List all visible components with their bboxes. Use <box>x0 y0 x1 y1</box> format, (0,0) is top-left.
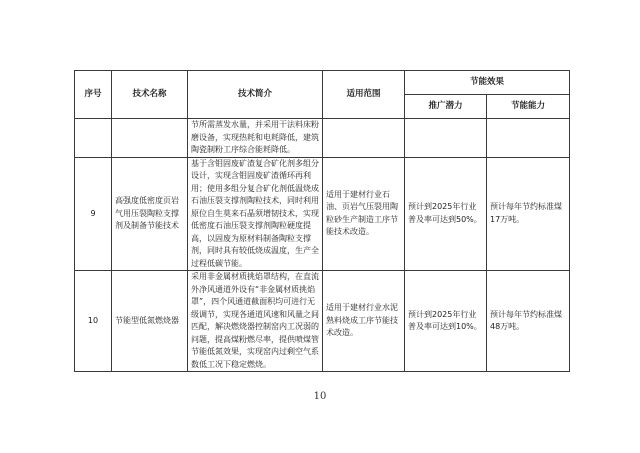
header-scope: 适用范围 <box>323 71 405 119</box>
cell-tech-name <box>112 119 188 158</box>
cell-capacity: 预计每年节约标准煤 17万吨。 <box>487 157 570 271</box>
table-row <box>75 271 570 372</box>
cell-potential: 预计到2025年行业普及率可达到50%。 <box>405 157 487 271</box>
header-tech-name: 技术名称 <box>112 71 188 119</box>
cell-seq <box>75 119 112 158</box>
table-row <box>75 157 570 271</box>
page-number: 10 <box>313 391 327 402</box>
cell-potential <box>405 119 487 158</box>
cell-scope: 适用于建材行业石油、页岩气压裂用陶粒砂生产制造工序节能技术改造。 <box>323 157 405 271</box>
cell-seq: 9 <box>75 157 112 271</box>
technology-table <box>74 70 570 372</box>
cell-tech-name: 高强度低密度页岩气用压裂陶粒支撑剂及制备节能技术 <box>112 157 188 271</box>
header-potential: 推广潜力 <box>405 95 487 119</box>
cell-tech-intro: 基于含钼固废矿渣复合矿化剂多组分设计，实现含钼固废矿渣循环再利用；使用多组分复合矿化剂低温烧成石油压裂支撑剂陶粒技术，同时利用原位自生莫来石晶须增韧技术，实现低密度石油压裂支撑剂陶粒硬度提高，以固废为原材料制备陶粒支撑剂，同时具有较低烧成温度，生产全过程低碳节能。 <box>188 157 323 271</box>
cell-potential: 预计到2025年行业普及率可达到10%。 <box>405 271 487 372</box>
cell-capacity: 预计每年节约标准煤 48万吨。 <box>487 271 570 372</box>
header-tech-intro: 技术简介 <box>188 71 323 119</box>
cell-tech-intro: 节所需蒸发水量，并采用干法料床粉磨设备，实现热耗和电耗降低，建筑陶瓷制粉工序综合能耗降低。 <box>188 119 323 158</box>
cell-scope <box>323 119 405 158</box>
cell-scope: 适用于建材行业水泥熟料烧成工序节能技术改造。 <box>323 271 405 372</box>
cell-capacity <box>487 119 570 158</box>
table-row <box>75 119 570 158</box>
cell-tech-intro: 采用非金属材质挑焰罩结构，在直流外净风通道外设有“非金属材质挑焰罩”，四个风通道截面积均可进行无级调节，实现各通道风速和风量之间匹配，解决燃烧器控制窑内工况弱的问题，提高煤粉燃尽率，提供喷煤管节能低氮效果，实现窑内过剩空气系数低工况下稳定燃烧。 <box>188 271 323 372</box>
cell-tech-name: 节能型低氮燃烧器 <box>112 271 188 372</box>
header-energy-effect: 节能效果 <box>405 71 570 95</box>
cell-seq: 10 <box>75 271 112 372</box>
header-seq: 序号 <box>75 71 112 119</box>
header-capacity: 节能能力 <box>487 95 570 119</box>
